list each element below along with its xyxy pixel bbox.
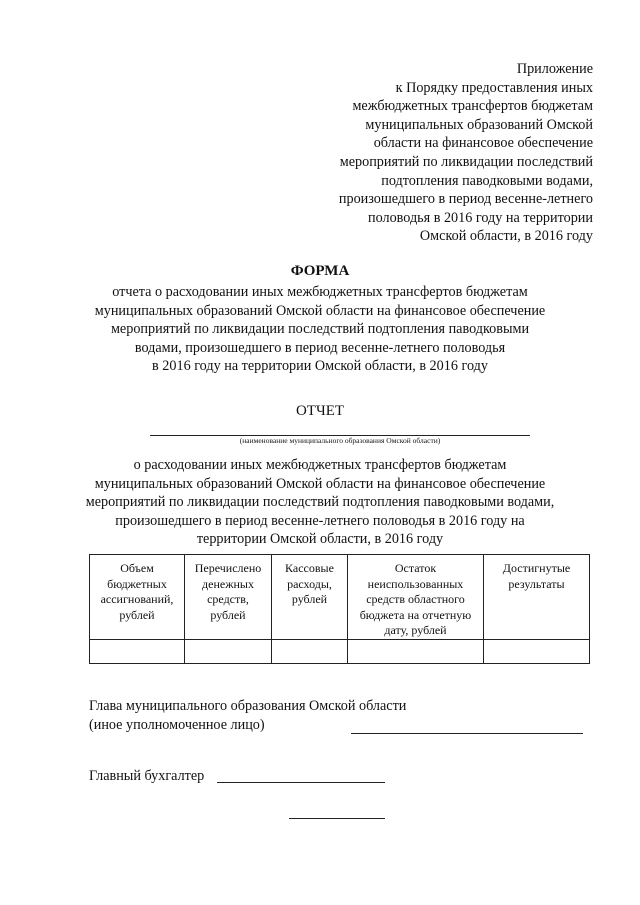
report-table	[89, 554, 590, 664]
appendix-line: области на финансовое обеспечение	[373, 135, 593, 152]
table-header-row	[90, 555, 590, 640]
table-cell[interactable]	[348, 639, 484, 663]
municipality-name-caption: (наименование муниципального образования Омской области)	[239, 436, 441, 445]
form-description-line: мероприятий по ликвидации последствий подтопления паводковыми	[110, 321, 530, 338]
appendix-line: произошедшего в период весенне-летнего	[338, 191, 593, 208]
header-cash-expenses: Кассовые расходы, рублей	[272, 555, 348, 640]
table-cell[interactable]	[272, 639, 348, 663]
accountant-signature-label: Главный бухгалтер	[89, 768, 205, 784]
report-description-line: произошедшего в период весенне-летнего половодья в 2016 году на	[115, 512, 525, 529]
separator-line	[289, 818, 385, 819]
head-signature-sublabel: (иное уполномоченное лицо)	[89, 717, 265, 733]
table-row	[90, 639, 590, 663]
appendix-line: Приложение	[516, 61, 593, 77]
form-description-line: муниципальных образований Омской области на финансовое обеспечение	[94, 302, 546, 319]
report-title: ОТЧЕТ	[295, 403, 345, 419]
form-title: ФОРМА	[290, 263, 350, 279]
table-cell[interactable]	[484, 639, 590, 663]
appendix-line: муниципальных образований Омской	[365, 116, 593, 133]
form-description-line: водами, произошедшего в период весенне-летнего половодья	[134, 339, 506, 356]
head-signature-label: Глава муниципального образования Омской области	[89, 698, 407, 714]
table-cell[interactable]	[90, 639, 185, 663]
report-description-line: муниципальных образований Омской области на финансовое обеспечение	[94, 475, 546, 492]
report-description-line: территории Омской области, в 2016 году	[196, 531, 444, 548]
appendix-block	[263, 60, 593, 246]
report-description	[40, 456, 600, 549]
appendix-line: Омской области, в 2016 году	[419, 228, 593, 245]
appendix-line: подтопления паводковыми водами,	[381, 172, 593, 189]
form-description	[40, 283, 600, 376]
report-description-line: мероприятий по ликвидации последствий подтопления паводковыми водами,	[85, 494, 555, 511]
form-description-line: отчета о расходовании иных межбюджетных трансфертов бюджетам	[112, 284, 528, 300]
appendix-line: половодья в 2016 году на территории	[368, 209, 593, 226]
header-transferred-funds: Перечислено денежных средств, рублей	[185, 555, 272, 640]
table-cell[interactable]	[185, 639, 272, 663]
appendix-line: межбюджетных трансфертов бюджетам	[352, 98, 593, 115]
appendix-line: к Порядку предоставления иных	[395, 79, 593, 96]
header-budget-allocations: Объем бюджетных ассигнований, рублей	[90, 555, 185, 640]
form-description-line: в 2016 году на территории Омской области, в 2016 году	[152, 358, 488, 375]
accountant-signature-line[interactable]	[217, 782, 385, 783]
report-description-line: о расходовании иных межбюджетных трансфертов бюджетам	[133, 457, 507, 473]
head-signature-line[interactable]	[351, 733, 583, 734]
header-achieved-results: Достигнутые результаты	[484, 555, 590, 640]
appendix-line: мероприятий по ликвидации последствий	[339, 153, 593, 170]
header-unused-balance: Остаток неиспользованных средств областного бюджета на отчетную дату, рублей	[348, 555, 484, 640]
